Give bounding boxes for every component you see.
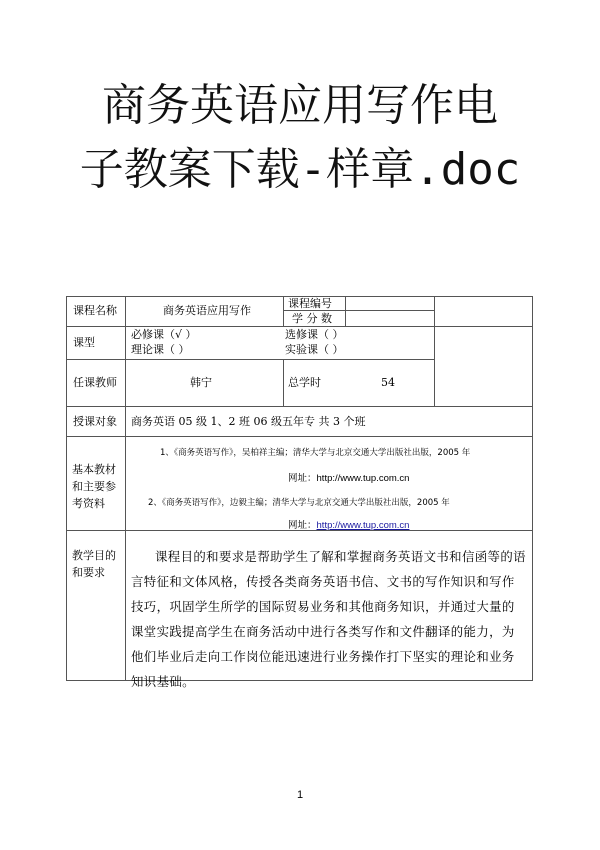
goals-label-line-2: 和要求 — [72, 566, 105, 579]
goals-label-line-1: 教学目的 — [72, 549, 116, 562]
row-divider — [66, 436, 533, 437]
required-course-option: 必修课（√ ） — [131, 328, 197, 341]
lab-course-option: 实验课（ ） — [285, 343, 344, 356]
reference-2-url-label: 网址： — [288, 520, 317, 531]
column-divider — [283, 296, 284, 326]
credits-label: 学 分 数 — [292, 312, 332, 325]
goals-text: 课程目的和要求是帮助学生了解和掌握商务英语文书和信函等的语言特征和文体风格，传授各类商务英语书信、文书的写作知识和写作技巧，巩固学生所学的国际贸易业务和其他商务知识，并通过大量的课堂实践提高学生在商务活动中进行各类写作和文件翻译的能力，为他们毕业后走向工作岗位能迅速进行业务操作打下坚实的理论和业务知识基础。 — [131, 549, 526, 689]
course-type-label: 课型 — [73, 336, 95, 349]
reference-1-url-line — [288, 472, 409, 486]
materials-label-line-2: 和主要参 — [72, 480, 116, 493]
reference-2-url[interactable]: http://www.tup.com.cn — [316, 520, 410, 531]
teacher-label: 任课教师 — [73, 376, 117, 389]
reference-1-url-label: 网址： — [288, 473, 317, 484]
row-divider — [66, 359, 434, 360]
audience-label: 授课对象 — [73, 415, 117, 428]
column-divider — [125, 296, 126, 681]
column-divider — [434, 296, 435, 406]
row-divider — [66, 326, 533, 327]
reference-2-url-line — [288, 519, 409, 533]
column-divider — [345, 296, 346, 326]
hours-value: 54 — [381, 376, 395, 389]
course-name-label: 课程名称 — [73, 304, 117, 317]
audience-value: 商务英语 05 级 1、2 班 06 级五年专 共 3 个班 — [131, 415, 366, 428]
reference-2: 2、《商务英语写作》，边毅主编；清华大学与北京交通大学出版社出版，2005 年 — [148, 498, 450, 508]
materials-label-line-3: 考资料 — [72, 497, 105, 510]
elective-course-option: 选修课（ ） — [285, 328, 344, 341]
teacher-value: 韩宁 — [190, 376, 212, 389]
row-divider — [66, 406, 533, 407]
course-name-value: 商务英语应用写作 — [163, 304, 251, 317]
materials-label-line-1: 基本教材 — [72, 463, 116, 476]
hours-label: 总学时 — [288, 376, 321, 389]
document-title-line-1: 商务英语应用写作电 — [102, 80, 498, 131]
column-divider — [283, 359, 284, 406]
reference-1: 1、《商务英语写作》，吴柏祥主编；清华大学与北京交通大学出版社出版，2005 年 — [160, 448, 471, 458]
theory-course-option: 理论课（ ） — [131, 343, 190, 356]
page-number: 1 — [296, 789, 304, 801]
course-code-label: 课程编号 — [288, 297, 332, 310]
document-title-line-2: 子教案下载-样章.doc — [79, 144, 521, 195]
reference-1-url[interactable]: http://www.tup.com.cn — [316, 473, 410, 484]
